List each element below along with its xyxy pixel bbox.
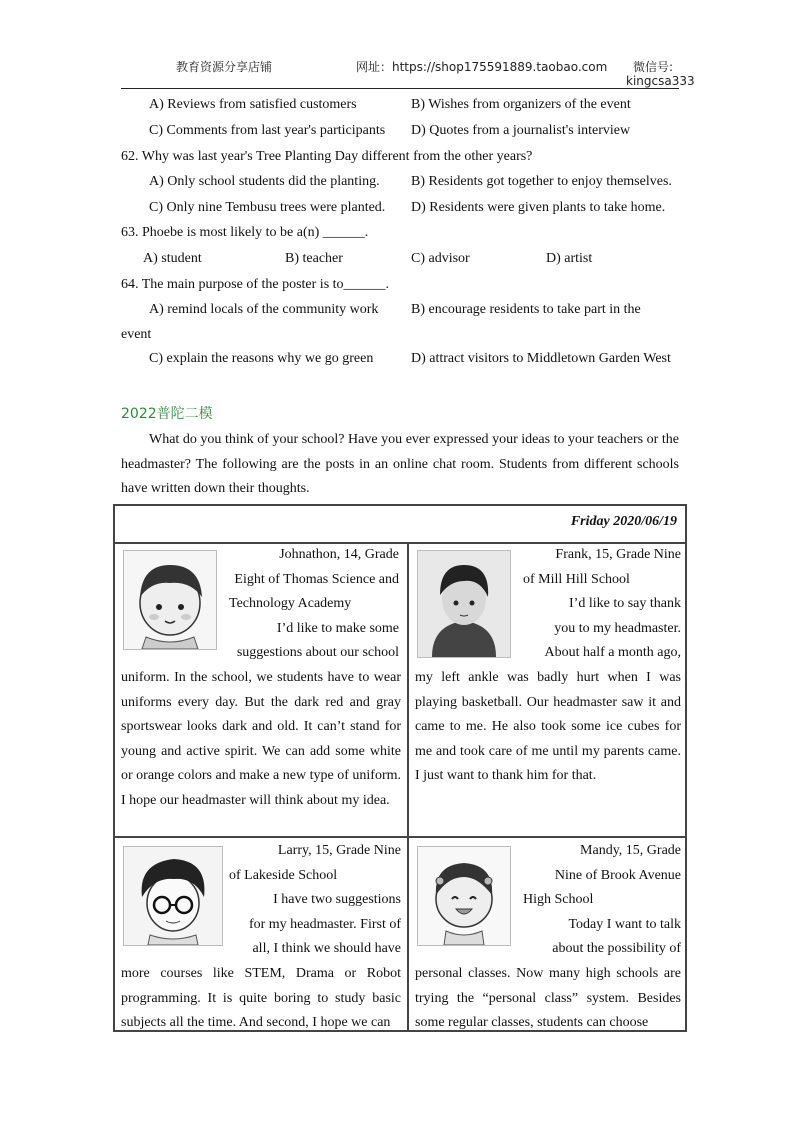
post-header-line: Larry, 15, Grade Nine xyxy=(277,843,401,858)
q61-option-a: A) Reviews from satisfied customers xyxy=(149,97,357,112)
post-johnathon-body: uniform. In the school, we students have to wear uniforms every day. But the dark red and gray sportswear looks dark and old. It can’t stand for young and active spirit. We can add some white or orange colors and make a new type of uniform. I hope our headmaster will think about my idea. xyxy=(121,670,401,808)
post-header-line: Technology Academy xyxy=(229,596,352,611)
post-header-line: I’d like to make some xyxy=(276,620,399,636)
post-header-line: of Mill Hill School xyxy=(523,571,630,587)
post-header-line: Johnathon, 14, Grade xyxy=(279,547,399,562)
date-row xyxy=(115,506,685,544)
q61-option-c: C) Comments from last year's participants xyxy=(149,123,386,138)
q64-stem: 64. The main purpose of the poster is to______. xyxy=(121,277,390,292)
q64-option-d: D) attract visitors to Middletown Garden West xyxy=(411,351,671,366)
boy-avatar-image xyxy=(123,550,217,650)
post-larry-header xyxy=(229,839,401,962)
q63-option-b: B) teacher xyxy=(285,251,343,266)
boy-glasses-avatar-image xyxy=(123,846,223,946)
post-mandy-header xyxy=(523,839,681,962)
post-header-line: you to my headmaster. xyxy=(554,620,681,636)
girl-avatar-icon xyxy=(418,847,510,945)
q63-option-c: C) advisor xyxy=(411,251,470,266)
posts-table xyxy=(113,504,687,1032)
post-header-line: Today I want to talk xyxy=(568,916,681,932)
post-johnathon-header xyxy=(229,543,399,666)
q63-stem: 63. Phoebe is most likely to be a(n) ______. xyxy=(121,225,369,240)
girl-avatar-image xyxy=(417,846,511,946)
section-title: 2022普陀二模 xyxy=(121,406,213,422)
post-header-line: of Lakeside School xyxy=(229,867,338,883)
q62-option-c: C) Only nine Tembusu trees were planted. xyxy=(149,200,386,215)
post-header-line: High School xyxy=(523,892,594,907)
q62-option-b: B) Residents got together to enjoy themselves. xyxy=(411,174,672,189)
post-header-line: for my headmaster. First of xyxy=(248,916,401,932)
boy-glasses-avatar-icon xyxy=(124,847,222,945)
q64-option-b: B) encourage residents to take part in the xyxy=(411,302,641,317)
post-header-line: Nine of Brook Avenue xyxy=(554,867,681,883)
post-header-line: About half a month ago, xyxy=(544,645,681,660)
column-divider xyxy=(407,542,409,1032)
post-header-line: about the possibility of xyxy=(552,941,681,956)
post-frank-header xyxy=(523,543,681,666)
post-larry-body: more courses like STEM, Drama or Robot programming. It is quite boring to study basic subjects all the time. And second, I hope we can xyxy=(121,966,401,1030)
shop-name: 教育资源分享店铺 xyxy=(176,60,273,74)
post-header-line: all, I think we should have xyxy=(252,941,401,956)
shop-url[interactable]: 网址：https://shop175591889.taobao.com xyxy=(356,60,608,74)
header-divider xyxy=(121,88,679,89)
wechat-id: kingcsa333 xyxy=(626,74,695,88)
post-frank-body: my left ankle was badly hurt when I was playing basketball. Our headmaster saw it and came to me. He also took some ice cubes for me and took care of me until my parents came. I just want to thank him for that. xyxy=(415,670,681,783)
q61-option-b: B) Wishes from organizers of the event xyxy=(411,97,631,112)
q64-option-b-continued: event xyxy=(121,327,152,342)
row-divider xyxy=(115,836,685,838)
q62-option-d: D) Residents were given plants to take home. xyxy=(411,200,666,215)
post-header-line: I have two suggestions xyxy=(273,892,401,907)
q63-option-a: A) student xyxy=(143,251,202,266)
post-header-line: I’d like to say thank xyxy=(569,596,681,611)
q64-option-a: A) remind locals of the community work xyxy=(149,302,379,317)
post-header-line: suggestions about our school xyxy=(236,645,399,660)
q64-option-c: C) explain the reasons why we go green xyxy=(149,351,374,366)
wechat-label: 微信号: xyxy=(633,60,674,74)
q62-option-a: A) Only school students did the planting. xyxy=(149,174,380,189)
boy-hoodie-avatar-icon xyxy=(418,551,510,657)
intro-paragraph: What do you think of your school? Have you ever expressed your ideas to your teachers or the headmaster? The following are the posts in an online chat room. Students from different schools have written down their thoughts. xyxy=(121,432,679,496)
q63-option-d: D) artist xyxy=(546,251,593,266)
post-header-line: Frank, 15, Grade Nine xyxy=(555,547,681,562)
boy-hoodie-avatar-image xyxy=(417,550,511,658)
post-mandy-body: personal classes. Now many high schools are trying the “personal class” system. Besides some regular classes, students can choose xyxy=(415,966,681,1030)
boy-avatar-icon xyxy=(124,551,216,649)
post-header-line: Mandy, 15, Grade xyxy=(580,843,681,858)
q61-option-d: D) Quotes from a journalist's interview xyxy=(411,123,631,138)
q62-stem: 62. Why was last year's Tree Planting Day different from the other years? xyxy=(121,149,533,164)
post-header-line: Eight of Thomas Science and xyxy=(234,571,399,587)
post-date: Friday 2020/06/19 xyxy=(570,514,677,529)
